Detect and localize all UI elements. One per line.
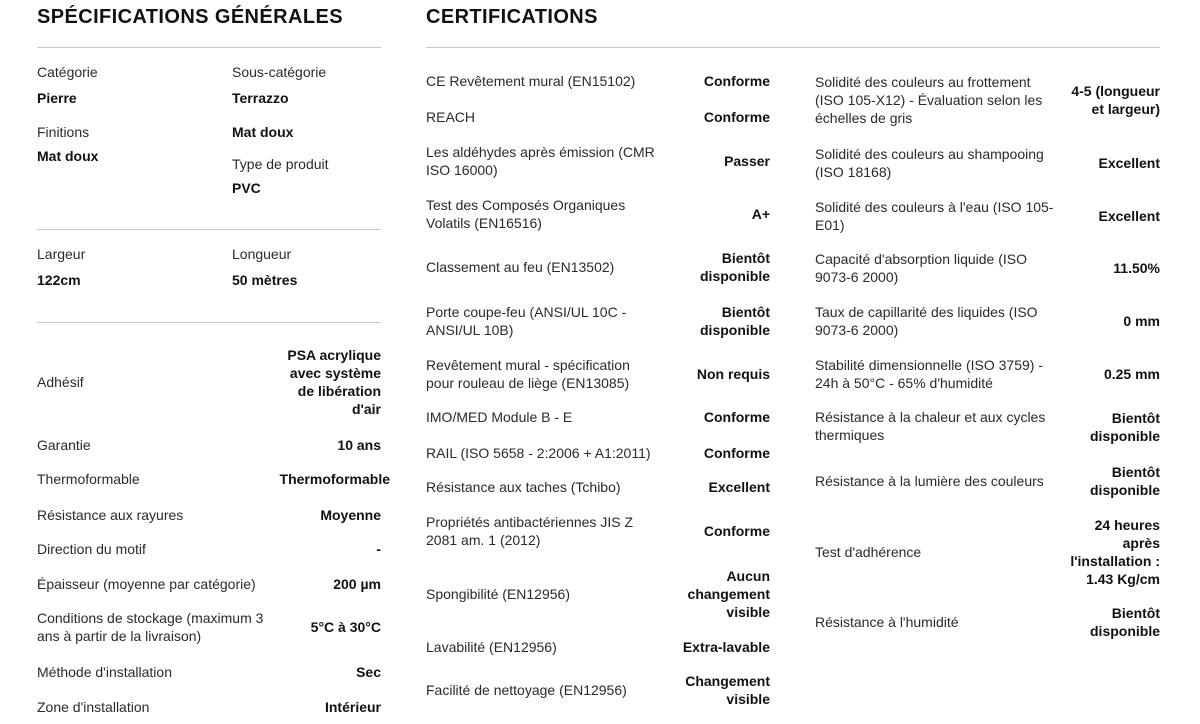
spec-row-storage [37, 608, 381, 646]
cert-row [815, 515, 1160, 589]
spec-row-install-method [37, 662, 381, 682]
cert-row [815, 462, 1160, 500]
spec-value: Sec [356, 664, 381, 680]
cert-label: REACH [426, 109, 476, 125]
width-value: 122cm [37, 272, 81, 288]
divider-after-dimensions [37, 322, 381, 323]
divider-after-product [37, 229, 381, 230]
cert-value: Bientôt disponible [1090, 410, 1160, 444]
spec-label: Direction du motif [37, 541, 146, 557]
cert-label: Les aldéhydes après émission (CMR ISO 16000) [426, 144, 655, 178]
cert-row [426, 302, 770, 340]
spec-row-install-zone [37, 697, 381, 717]
spec-value: 200 µm [333, 576, 381, 592]
cert-label: Classement au feu (EN13502) [426, 259, 615, 275]
cert-value: Bientôt disponible [700, 304, 770, 338]
cert-value: Extra-lavable [682, 639, 770, 655]
cert-value: Bientôt disponible [1090, 605, 1160, 639]
cert-value: Conforme [703, 109, 770, 125]
spec-label: Adhésif [37, 374, 84, 390]
cert-row [426, 71, 770, 91]
cert-row [815, 302, 1160, 340]
spec-label: Thermoformable [37, 471, 140, 487]
spec-row-thermoformable [37, 469, 390, 489]
spec-value: 5°C à 30°C [310, 619, 381, 635]
cert-label: Lavabilité (EN12956) [426, 639, 557, 655]
cert-label: CE Revêtement mural (EN15102) [426, 73, 636, 89]
cert-row [815, 144, 1160, 182]
cert-label: Test des Composés Organiques Volatils (EN16516) [426, 197, 626, 231]
spec-row-thickness [37, 574, 381, 594]
spec-value: Thermoformable [279, 471, 390, 487]
spec-label: Conditions de stockage (maximum 3 ans à partir de la livraison) [37, 610, 264, 644]
cert-label: Spongibilité (EN12956) [426, 586, 570, 602]
finish-value-right: Mat doux [232, 124, 294, 140]
cert-value: 24 heures après l'installation : 1.43 Kg/cm [1070, 517, 1160, 587]
spec-label: Garantie [37, 437, 91, 453]
cert-value: Bientôt disponible [1090, 464, 1160, 498]
cert-row [815, 249, 1160, 287]
cert-value: 0 mm [1123, 313, 1160, 329]
finish-value: Mat doux [37, 148, 99, 164]
product-type-value: PVC [232, 180, 261, 196]
cert-label: Facilité de nettoyage (EN12956) [426, 682, 627, 698]
spec-label: Méthode d'installation [37, 664, 172, 680]
subcategory-value: Terrazzo [232, 90, 289, 106]
category-value: Pierre [37, 90, 77, 106]
cert-label: Stabilité dimensionnelle (ISO 3759) - 24h à 50°C - 65% d'humidité [815, 357, 1044, 391]
finish-label: Finitions [37, 124, 90, 140]
cert-value: A+ [751, 206, 770, 222]
cert-value: 11.50% [1113, 260, 1160, 276]
cert-value: Conforme [703, 73, 770, 89]
certifications-heading: CERTIFICATIONS [426, 6, 598, 28]
cert-label: Résistance à l'humidité [815, 614, 959, 630]
cert-label: Revêtement mural - spécification pour rouleau de liège (EN13085) [426, 357, 630, 391]
cert-label: Test d'adhérence [815, 544, 922, 560]
cert-value: Excellent [1098, 208, 1160, 224]
cert-row [426, 566, 770, 622]
cert-value: Passer [724, 153, 770, 169]
category-label: Catégorie [37, 64, 98, 80]
divider-top-right [426, 47, 1160, 48]
cert-label: Résistance à la lumière des couleurs [815, 473, 1044, 489]
cert-value: 0.25 mm [1103, 366, 1160, 382]
spec-row-pattern [37, 539, 381, 559]
spec-label: Épaisseur (moyenne par catégorie) [37, 576, 256, 592]
cert-row [815, 197, 1160, 235]
cert-value: Excellent [708, 479, 770, 495]
cert-row [426, 477, 770, 497]
cert-label: Solidité des couleurs au frottement (ISO 105-X12) - Évaluation selon les échelles de gris [815, 74, 1043, 126]
spec-value: - [376, 541, 381, 557]
cert-label: Solidité des couleurs au shampooing (ISO 18168) [815, 146, 1044, 180]
cert-label: IMO/MED Module B - E [426, 409, 573, 425]
cert-row [426, 512, 770, 550]
cert-row [426, 248, 770, 286]
length-label: Longueur [232, 246, 292, 262]
cert-value: Conforme [703, 409, 770, 425]
product-type-label: Type de produit [232, 156, 329, 172]
cert-value: 4-5 (longueur et largeur) [1071, 83, 1160, 117]
cert-label: Résistance aux taches (Tchibo) [426, 479, 621, 495]
spec-value: PSA acrylique avec système de libération d'air [287, 347, 381, 417]
cert-row [426, 637, 770, 657]
cert-value: Bientôt disponible [700, 250, 770, 284]
spec-row-warranty [37, 435, 381, 455]
cert-row [426, 142, 770, 180]
spec-value: Intérieur [324, 699, 381, 715]
cert-label: Résistance à la chaleur et aux cycles thermiques [815, 409, 1046, 443]
general-specs-heading: SPÉCIFICATIONS GÉNÉRALES [37, 6, 343, 28]
spec-label: Zone d'installation [37, 699, 150, 715]
cert-label: RAIL (ISO 5658 - 2:2006 + A1:2011) [426, 445, 651, 461]
cert-value: Non requis [696, 366, 770, 382]
cert-label: Solidité des couleurs à l'eau (ISO 105-E01) [815, 199, 1054, 233]
cert-row [426, 407, 770, 427]
cert-row [426, 195, 770, 233]
cert-label: Porte coupe-feu (ANSI/UL 10C - ANSI/UL 10B) [426, 304, 627, 338]
length-value: 50 mètres [232, 272, 298, 288]
cert-label: Taux de capillarité des liquides (ISO 9073-6 2000) [815, 304, 1038, 338]
cert-label: Capacité d'absorption liquide (ISO 9073-6 2000) [815, 251, 1028, 285]
cert-value: Aucun changement visible [687, 568, 770, 620]
cert-row [815, 72, 1160, 128]
divider-top-left [37, 47, 381, 48]
cert-value: Conforme [703, 445, 770, 461]
cert-value: Changement visible [685, 673, 770, 707]
spec-row-adhesive [37, 346, 381, 418]
spec-value: Moyenne [320, 507, 381, 523]
cert-value: Excellent [1098, 155, 1160, 171]
cert-row [426, 107, 770, 127]
cert-row [426, 355, 770, 393]
spec-row-scratch [37, 505, 381, 525]
cert-value: Conforme [703, 523, 770, 539]
cert-row [815, 355, 1160, 393]
spec-value: 10 ans [337, 437, 381, 453]
width-label: Largeur [37, 246, 86, 262]
cert-row [426, 671, 770, 709]
cert-row [815, 408, 1160, 446]
subcategory-label: Sous-catégorie [232, 64, 327, 80]
spec-label: Résistance aux rayures [37, 507, 184, 523]
cert-label: Propriétés antibactériennes JIS Z 2081 am. 1 (2012) [426, 514, 633, 548]
cert-row [426, 443, 770, 463]
cert-row [815, 603, 1160, 641]
